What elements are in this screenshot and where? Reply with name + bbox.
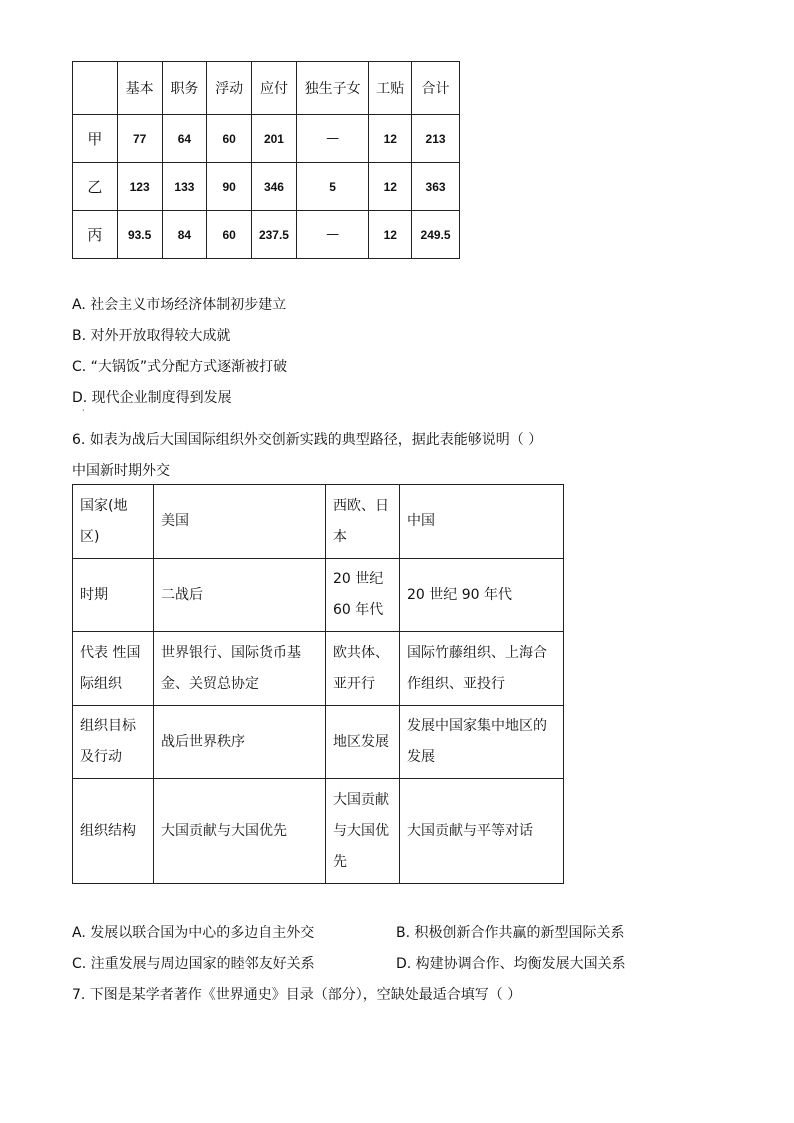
table-row	[73, 632, 564, 706]
table-header-cell: 中国	[400, 485, 564, 559]
question-6-stem: 6. 如表为战后大国国际组织外交创新实践的典型路径，据此表能够说明（ ）	[72, 432, 543, 448]
stray-dot: ·	[82, 406, 85, 415]
table-row	[73, 115, 460, 163]
table-cell: 20 世纪 90 年代	[400, 559, 564, 632]
row-label: 甲	[73, 115, 118, 163]
table-cell: 大国贡献与大国优先	[154, 779, 326, 884]
table-header-cell: 独生子女	[296, 62, 368, 115]
table-cell: 93.5	[117, 211, 162, 259]
table-cell: 213	[412, 115, 460, 163]
table-header-cell: 职务	[162, 62, 207, 115]
table-row	[73, 779, 564, 884]
table-cell: 地区发展	[326, 706, 400, 779]
table-cell: 346	[252, 163, 297, 211]
table-cell: 60	[207, 115, 252, 163]
table-cell: —	[296, 211, 368, 259]
table-cell: 20 世纪 60 年代	[326, 559, 400, 632]
table-header-cell: 美国	[154, 485, 326, 559]
table-header-cell: 国家(地区)	[73, 485, 154, 559]
table-cell: 60	[207, 211, 252, 259]
table-cell: 12	[369, 115, 412, 163]
table-row	[73, 559, 564, 632]
table-cell: 大国贡献与大国优先	[326, 779, 400, 884]
table-cell: 战后世界秩序	[154, 706, 326, 779]
table-cell: 201	[252, 115, 297, 163]
table-cell: 90	[207, 163, 252, 211]
row-label: 时期	[73, 559, 154, 632]
table-cell: 363	[412, 163, 460, 211]
table-header-cell: 应付	[252, 62, 297, 115]
option-d: D. 现代企业制度得到发展	[72, 390, 232, 406]
table-header-cell: 工贴	[369, 62, 412, 115]
question-7-stem: 7. 下图是某学者著作《世界通史》目录（部分），空缺处最适合填写（ ）	[72, 987, 522, 1003]
option-b: B. 积极创新合作共赢的新型国际关系	[396, 925, 625, 941]
table-header-row	[73, 485, 564, 559]
row-label: 组织目标及行动	[73, 706, 154, 779]
table-cell: 249.5	[412, 211, 460, 259]
row-label: 组织结构	[73, 779, 154, 884]
table-cell: 12	[369, 211, 412, 259]
table-header-cell: 基本	[117, 62, 162, 115]
row-label: 丙	[73, 211, 118, 259]
salary-table	[72, 61, 460, 259]
table-cell: 世界银行、国际货币基金、关贸总协定	[154, 632, 326, 706]
table-cell: 77	[117, 115, 162, 163]
table-cell: 欧共体、亚开行	[326, 632, 400, 706]
option-c: C. 注重发展与周边国家的睦邻友好关系	[72, 956, 315, 972]
table-cell: 12	[369, 163, 412, 211]
table-cell: 5	[296, 163, 368, 211]
table-title: 中国新时期外交	[72, 463, 170, 479]
table-cell: 123	[117, 163, 162, 211]
option-d: D. 构建协调合作、均衡发展大国关系	[396, 956, 626, 972]
table-header-cell: 浮动	[207, 62, 252, 115]
option-a: A. 发展以联合国为中心的多边自主外交	[72, 925, 315, 941]
table-header-cell: 合计	[412, 62, 460, 115]
table-row	[73, 163, 460, 211]
option-c: C. “大锅饭”式分配方式逐渐被打破	[72, 359, 288, 375]
table-row	[73, 706, 564, 779]
table-cell: 84	[162, 211, 207, 259]
row-label: 乙	[73, 163, 118, 211]
table-cell: 发展中国家集中地区的发展	[400, 706, 564, 779]
option-b: B. 对外开放取得较大成就	[72, 328, 231, 344]
table-cell: 133	[162, 163, 207, 211]
table-header-row	[73, 62, 460, 115]
table-cell: 237.5	[252, 211, 297, 259]
row-label: 代表 性国际组织	[73, 632, 154, 706]
table-row	[73, 211, 460, 259]
option-a: A. 社会主义市场经济体制初步建立	[72, 297, 287, 313]
table-cell: 国际竹藤组织、上海合作组织、亚投行	[400, 632, 564, 706]
table-cell: —	[296, 115, 368, 163]
table-cell: 大国贡献与平等对话	[400, 779, 564, 884]
table-header-cell: 西欧、日本	[326, 485, 400, 559]
table-cell: 二战后	[154, 559, 326, 632]
table-header-cell	[73, 62, 118, 115]
diplomacy-table	[72, 484, 564, 884]
table-cell: 64	[162, 115, 207, 163]
